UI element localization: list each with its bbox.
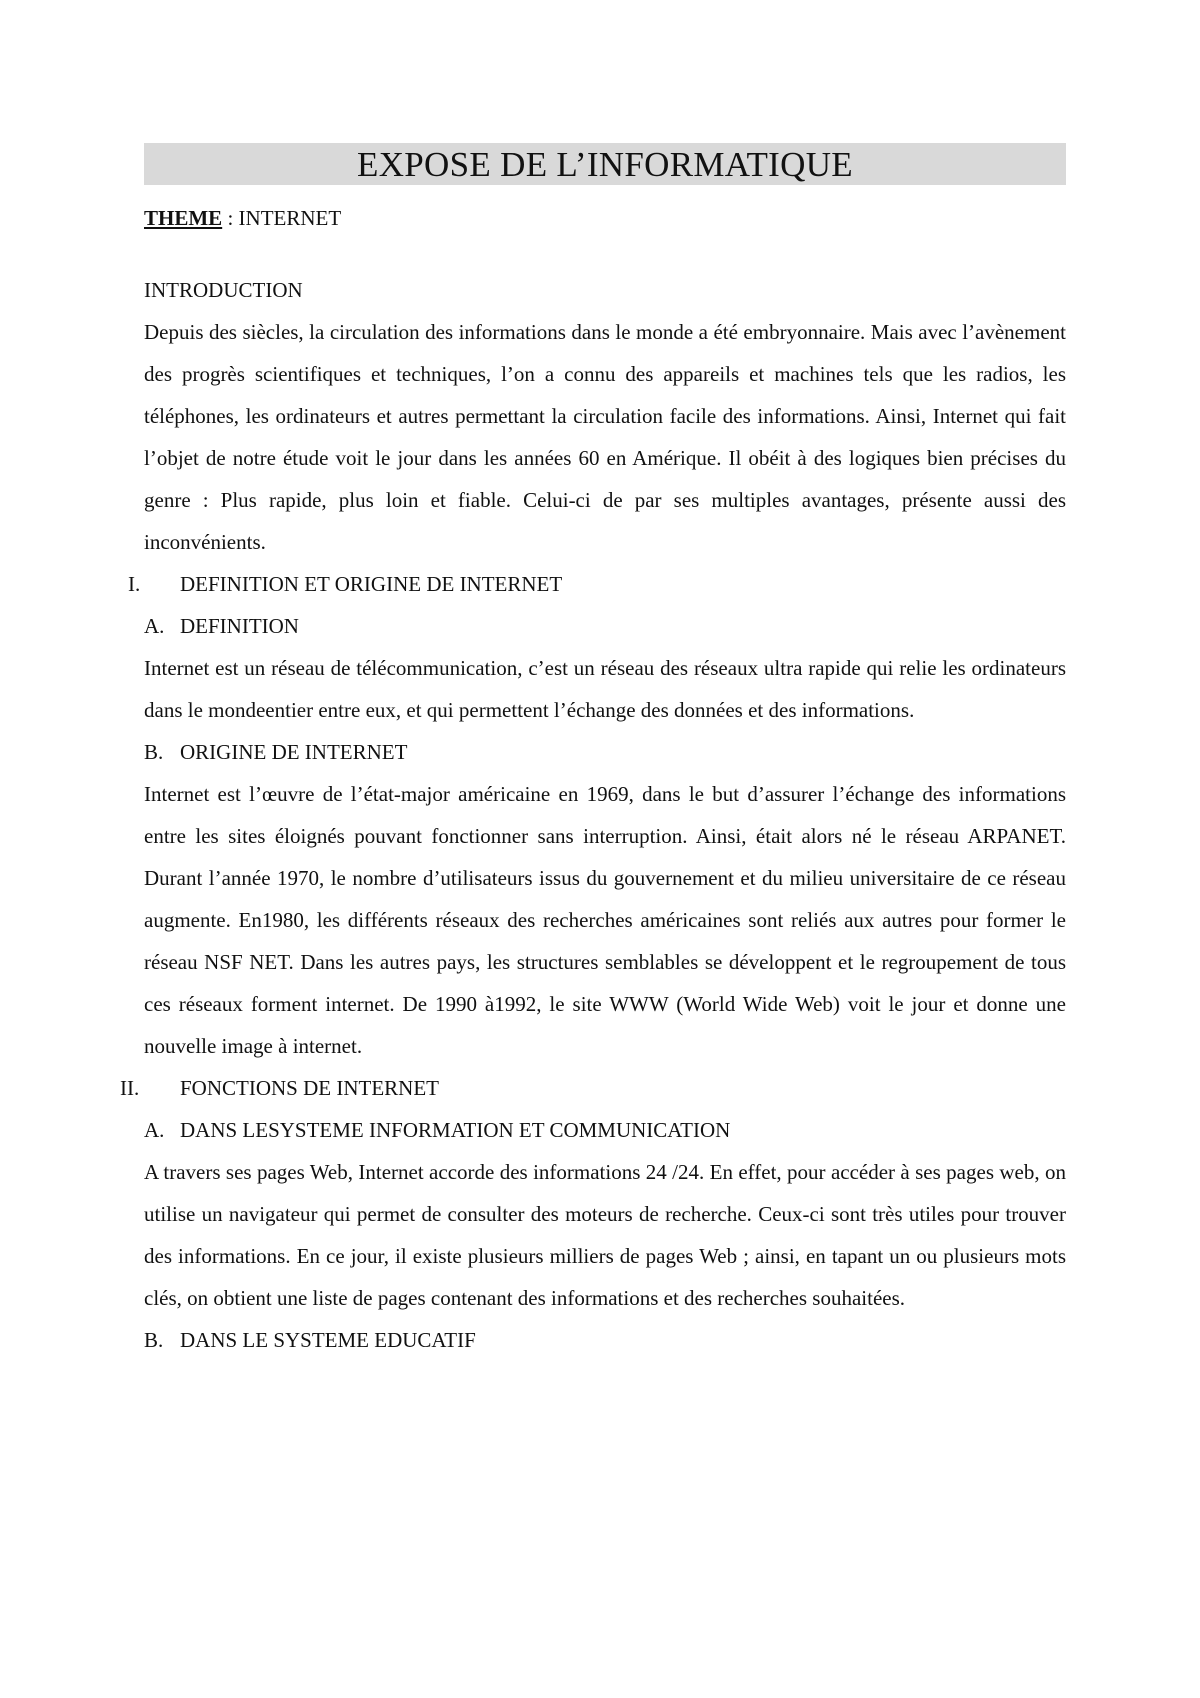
section-2a-heading [144,1109,1066,1151]
section-2-heading [120,1067,1066,1109]
introduction-paragraph: Depuis des siècles, la circulation des informations dans le monde a été embryonnaire. Mais avec l’avènement des progrès scientifiques et techniques, l’on a connu des appareils et machines tels que les radios, les téléphones, les ordinateurs et autres permettant la circulation facile des informations. Ainsi, Internet qui fait l’objet de notre étude voit le jour dans les années 60 en Amérique. Il obéit à des logiques bien précises du genre : Plus rapide, plus loin et fiable. Celui-ci de par ses multiples avantages, présente aussi des inconvénients. [144,320,1066,554]
section-2b-title: DANS LE SYSTEME EDUCATIF [180,1328,476,1352]
section-2a-paragraph: A travers ses pages Web, Internet accorde des informations 24 /24. En effet, pour accéder à ses pages web, on utilise un navigateur qui permet de consulter des moteurs de recherche. Ceux-ci sont très utiles pour trouver des informations. En ce jour, il existe plusieurs milliers de pages Web ; ainsi, en tapant un ou plusieurs mots clés, on obtient une liste de pages contenant des informations et des recherches souhaitées. [144,1160,1066,1310]
section-1a-paragraph: Internet est un réseau de télécommunication, c’est un réseau des réseaux ultra rapide qui relie les ordinateurs dans le mondeentier entre eux, et qui permettent l’échange des données et des informations. [144,656,1066,722]
introduction-heading: INTRODUCTION [144,278,303,302]
section-2a-title: DANS LESYSTEME INFORMATION ET COMMUNICATION [180,1118,731,1142]
section-1-number: I. [128,572,141,596]
theme-value: INTERNET [238,206,342,230]
section-2b-number: B. [144,1328,164,1352]
section-1b-heading [144,731,1066,773]
section-1b-paragraph: Internet est l’œuvre de l’état-major américaine en 1969, dans le but d’assurer l’échange des informations entre les sites éloignés pouvant fonctionner sans interruption. Ainsi, était alors né le réseau ARPANET. Durant l’année 1970, le nombre d’utilisateurs issus du gouvernement et du milieu universitaire de ce réseau augmente. En1980, les différents réseaux des recherches américaines sont reliés aux autres pour former le réseau NSF NET. Dans les autres pays, les structures semblables se développent et le regroupement de tous ces réseaux forment internet. De 1990 à1992, le site WWW (World Wide Web) voit le jour et donne une nouvelle image à internet. [144,782,1066,1058]
theme-label: THEME [144,206,223,230]
section-1b-title: ORIGINE DE INTERNET [180,740,408,764]
document-body [120,143,1066,1361]
section-1a-heading [144,605,1066,647]
section-1a-number: A. [144,614,165,638]
section-2-title: FONCTIONS DE INTERNET [180,1076,439,1100]
theme-separator: : [222,206,239,230]
section-1b-number: B. [144,740,164,764]
section-1a-title: DEFINITION [180,614,299,638]
section-2b-heading [144,1319,1066,1361]
section-1-heading [128,563,1066,605]
theme-line [144,197,1066,239]
document-title: EXPOSE DE L’INFORMATIQUE [144,143,1066,185]
section-2-number: II. [120,1076,140,1100]
section-2a-number: A. [144,1118,165,1142]
section-1-title: DEFINITION ET ORIGINE DE INTERNET [180,572,563,596]
